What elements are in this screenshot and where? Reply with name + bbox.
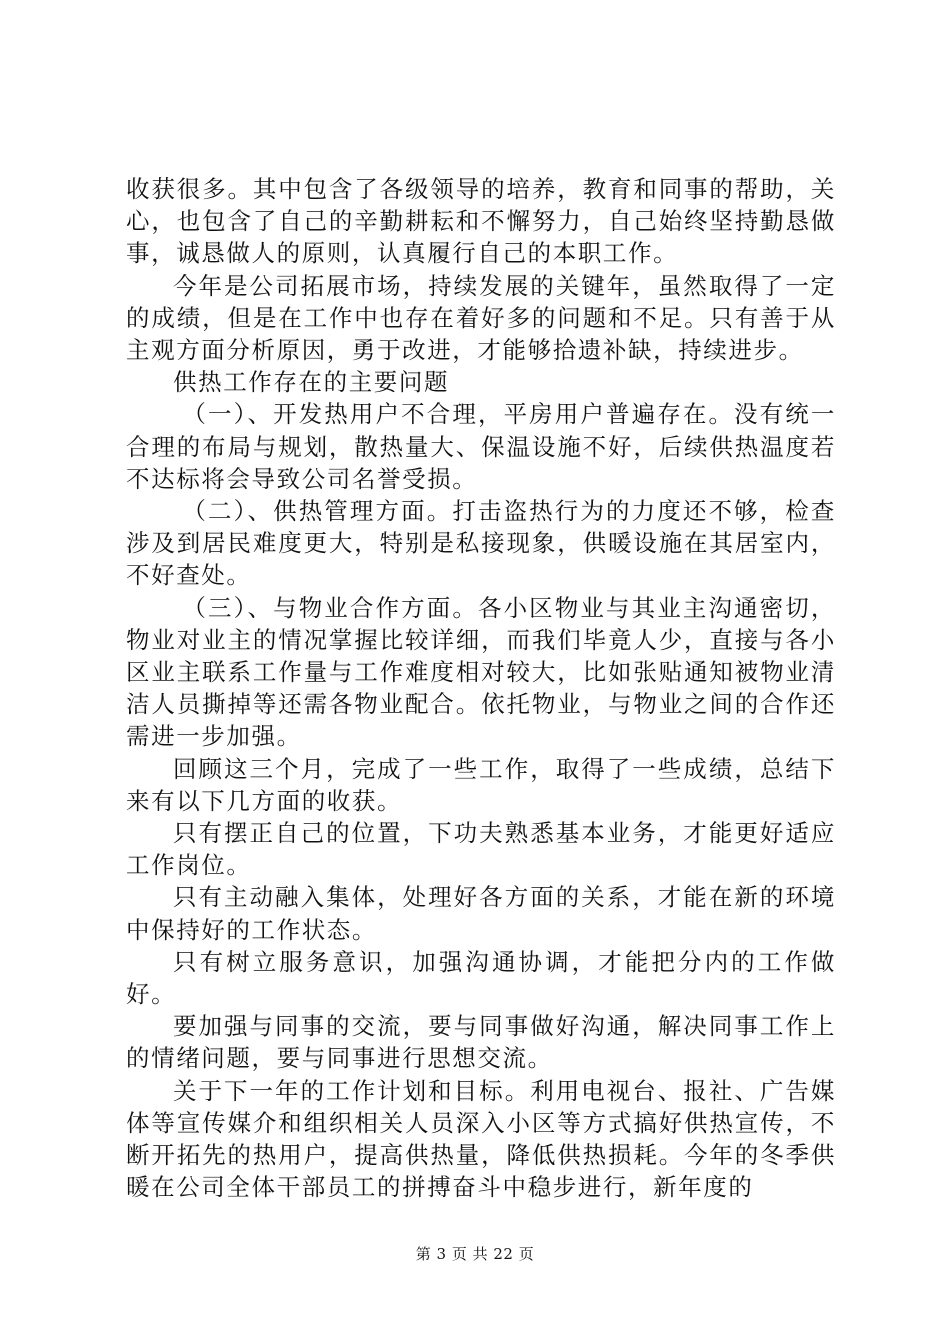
paragraph: 只有主动融入集体，处理好各方面的关系，才能在新的环境中保持好的工作状态。 [126, 883, 836, 944]
section-heading: 供热工作存在的主要问题 [173, 368, 450, 397]
paragraph: （三）、与物业合作方面。各小区物业与其业主沟通密切，物业对业主的情况掌握比较详细，而我们毕竟人少，直接与各小区业主联系工作量与工作难度相对较大，比如张贴通知被物业清洁人员撕掉等还需各物业配合。依托物业，与物业之间的合作还需进一步加强。 [126, 593, 836, 751]
paragraph: 回顾这三个月，完成了一些工作，取得了一些成绩，总结下来有以下几方面的收获。 [126, 754, 836, 815]
paragraph: 今年是公司拓展市场，持续发展的关键年，虽然取得了一定的成绩，但是在工作中也存在着好多的问题和不足。只有善于从主观方面分析原因，勇于改进，才能够拾遗补缺，持续进步。 [126, 271, 836, 365]
page-number-footer: 第 3 页 共 22 页 [415, 1245, 535, 1263]
paragraph: 只有树立服务意识，加强沟通协调，才能把分内的工作做好。 [126, 947, 836, 1009]
paragraph: （一）、开发热用户不合理，平房用户普遍存在。没有统一合理的布局与规划，散热量大、保温设施不好，后续供热温度若不达标将会导致公司名誉受损。 [126, 400, 836, 493]
document-body [126, 173, 836, 1204]
paragraph: 只有摆正自己的位置，下功夫熟悉基本业务，才能更好适应工作岗位。 [126, 819, 836, 880]
paragraph: （二）、供热管理方面。打击盗热行为的力度还不够，检查涉及到居民难度更大，特别是私接现象，供暖设施在其居室内，不好查处。 [126, 497, 836, 590]
paragraph: 要加强与同事的交流，要与同事做好沟通，解决同事工作上的情绪问题，要与同事进行思想交流。 [126, 1012, 836, 1073]
paragraph: 收获很多。其中包含了各级领导的培养，教育和同事的帮助，关心，也包含了自己的辛勤耕耘和不懈努力，自己始终坚持勤恳做事，诚恳做人的原则，认真履行自己的本职工作。 [126, 175, 836, 268]
paragraph: 关于下一年的工作计划和目标。利用电视台、报社、广告媒体等宣传媒介和组织相关人员深入小区等方式搞好供热宣传，不断开拓先的热用户，提高供热量，降低供热损耗。今年的冬季供暖在公司全体干部员工的拼搏奋斗中稳步进行，新年度的 [126, 1076, 836, 1202]
